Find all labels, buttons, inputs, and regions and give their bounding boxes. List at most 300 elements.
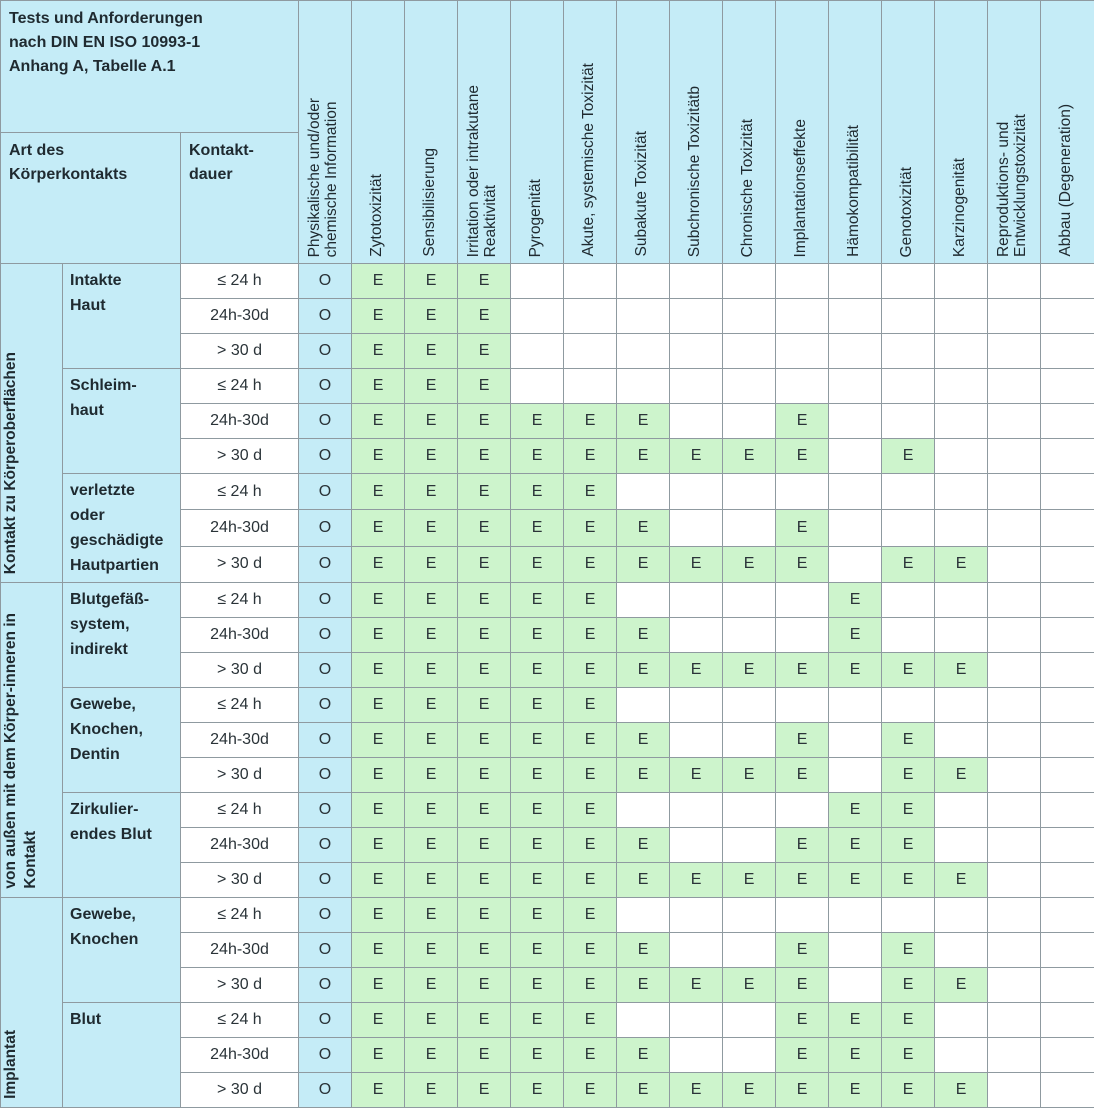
column-header-label [686,78,707,263]
matrix-cell-evaluate: E [458,863,511,898]
matrix-cell-evaluate: E [935,1073,988,1108]
matrix-cell-evaluate: E [405,510,458,546]
matrix-cell-evaluate: E [458,369,511,404]
matrix-cell-evaluate: E [352,334,405,369]
matrix-cell-evaluate: E [511,758,564,793]
matrix-cell-empty [723,510,776,546]
matrix-cell-empty [988,828,1041,863]
matrix-cell-empty [1041,688,1094,723]
matrix-cell-empty [829,898,882,933]
matrix-cell-empty [935,510,988,546]
matrix-cell-evaluate: E [405,264,458,299]
matrix-cell-evaluate: E [405,933,458,968]
matrix-cell-empty [1041,404,1094,439]
matrix-cell-evaluate: E [352,793,405,828]
matrix-cell-evaluate: E [617,828,670,863]
matrix-cell-evaluate: E [458,510,511,546]
matrix-cell-empty [988,546,1041,582]
matrix-cell-evaluate: E [564,688,617,723]
matrix-cell-empty [670,1038,723,1073]
column-header [511,1,564,264]
table-row [1,1003,1094,1038]
matrix-cell-empty [723,618,776,653]
matrix-cell-empty [1041,1003,1094,1038]
matrix-cell-evaluate: E [405,583,458,618]
matrix-cell-evaluate: E [564,863,617,898]
matrix-cell-evaluate: E [458,618,511,653]
contact-subgroup-line: geschädigte [70,528,173,553]
table-row [1,369,1094,404]
matrix-cell-evaluate: E [511,510,564,546]
matrix-cell-evaluate: E [564,933,617,968]
matrix-cell-evaluate: E [935,653,988,688]
matrix-cell-empty [988,933,1041,968]
matrix-cell-empty [670,474,723,510]
matrix-cell-evaluate: E [617,933,670,968]
matrix-cell-empty [935,474,988,510]
contact-duration-cell: 24h-30d [181,510,299,546]
matrix-cell-empty [1041,1038,1094,1073]
contact-duration-cell: 24h-30d [181,1038,299,1073]
column-header [458,1,511,264]
matrix-cell-empty [882,474,935,510]
column-header-label [1057,96,1078,263]
matrix-cell-evaluate: E [352,299,405,334]
matrix-cell-optional: O [299,898,352,933]
matrix-cell-empty [723,723,776,758]
matrix-cell-empty [670,334,723,369]
matrix-cell-evaluate: E [776,404,829,439]
column-header-line: Karzinogenität [951,158,968,257]
matrix-cell-evaluate: E [405,688,458,723]
matrix-cell-empty [723,1003,776,1038]
matrix-cell-evaluate: E [617,653,670,688]
matrix-cell-optional: O [299,264,352,299]
matrix-cell-empty [935,933,988,968]
matrix-cell-evaluate: E [511,688,564,723]
matrix-cell-evaluate: E [405,546,458,582]
matrix-cell-evaluate: E [882,723,935,758]
matrix-cell-empty [935,1003,988,1038]
matrix-cell-empty [776,688,829,723]
contact-duration-cell: > 30 d [181,863,299,898]
matrix-cell-evaluate: E [405,968,458,1003]
matrix-cell-evaluate: E [617,968,670,1003]
column-header-line: Genotoxizität [898,167,915,257]
matrix-cell-empty [935,439,988,474]
matrix-cell-empty [882,299,935,334]
matrix-cell-evaluate: E [935,968,988,1003]
matrix-cell-evaluate: E [882,1073,935,1108]
column-header [776,1,829,264]
matrix-cell-optional: O [299,404,352,439]
matrix-cell-empty [988,439,1041,474]
matrix-cell-evaluate: E [352,653,405,688]
matrix-cell-evaluate: E [511,1038,564,1073]
matrix-cell-evaluate: E [723,1073,776,1108]
column-header [564,1,617,264]
contact-duration-cell: ≤ 24 h [181,369,299,404]
matrix-cell-empty [1041,583,1094,618]
contact-group-label [1,583,63,898]
matrix-cell-evaluate: E [458,404,511,439]
matrix-cell-evaluate: E [670,863,723,898]
matrix-cell-evaluate: E [458,474,511,510]
matrix-cell-empty [1041,758,1094,793]
matrix-cell-empty [564,334,617,369]
matrix-cell-empty [935,299,988,334]
matrix-cell-evaluate: E [564,1003,617,1038]
column-header-label [951,150,972,263]
contact-subgroup-label [63,264,181,369]
matrix-cell-evaluate: E [564,653,617,688]
matrix-cell-empty [670,793,723,828]
matrix-cell-evaluate: E [405,723,458,758]
matrix-cell-evaluate: E [776,546,829,582]
matrix-cell-empty [935,688,988,723]
column-header-label [306,90,344,263]
matrix-cell-evaluate: E [458,898,511,933]
column-header [882,1,935,264]
contact-group-label [1,264,63,583]
matrix-cell-evaluate: E [723,439,776,474]
matrix-cell-evaluate: E [617,546,670,582]
matrix-cell-evaluate: E [352,510,405,546]
matrix-cell-optional: O [299,863,352,898]
column-header-line: Abbau (Degeneration) [1057,104,1074,257]
contact-subgroup-label [63,688,181,793]
matrix-cell-evaluate: E [352,1003,405,1038]
column-header [299,1,352,264]
matrix-cell-evaluate: E [882,1003,935,1038]
matrix-cell-empty [1041,828,1094,863]
column-header-label [421,140,442,263]
matrix-cell-evaluate: E [564,474,617,510]
matrix-cell-empty [511,264,564,299]
contact-subgroup-line: Zirkulier- [70,797,173,822]
matrix-cell-empty [1041,1073,1094,1108]
matrix-cell-optional: O [299,439,352,474]
matrix-cell-evaluate: E [617,618,670,653]
matrix-cell-empty [988,510,1041,546]
contact-subgroup-label [63,793,181,898]
matrix-cell-optional: O [299,828,352,863]
matrix-cell-evaluate: E [564,546,617,582]
contact-group-text [1,346,27,582]
column-header-label [739,111,760,263]
matrix-cell-evaluate: E [723,758,776,793]
matrix-cell-empty [988,1073,1041,1108]
matrix-cell-evaluate: E [882,828,935,863]
matrix-cell-evaluate: E [670,439,723,474]
matrix-cell-empty [776,898,829,933]
matrix-cell-evaluate: E [617,758,670,793]
contact-group-label [1,898,63,1108]
matrix-cell-empty [776,264,829,299]
matrix-cell-evaluate: E [352,546,405,582]
matrix-cell-evaluate: E [776,1003,829,1038]
column-header-label [580,55,601,263]
matrix-cell-evaluate: E [723,863,776,898]
table-row [1,688,1094,723]
matrix-cell-empty [935,828,988,863]
matrix-cell-empty [670,723,723,758]
contact-duration-cell: ≤ 24 h [181,474,299,510]
matrix-cell-evaluate: E [352,369,405,404]
matrix-cell-empty [988,863,1041,898]
matrix-cell-evaluate: E [829,618,882,653]
contact-duration-header [181,133,299,264]
matrix-cell-empty [1041,653,1094,688]
contact-group-line: Kontakt [21,613,41,889]
matrix-cell-evaluate: E [617,723,670,758]
matrix-cell-optional: O [299,334,352,369]
matrix-cell-empty [670,583,723,618]
matrix-cell-empty [988,583,1041,618]
matrix-cell-empty [988,723,1041,758]
column-header-line: chemische Information [323,98,340,257]
matrix-cell-evaluate: E [882,933,935,968]
matrix-cell-evaluate: E [617,1073,670,1108]
matrix-cell-empty [1041,968,1094,1003]
matrix-cell-empty [1041,369,1094,404]
contact-duration-cell: 24h-30d [181,723,299,758]
matrix-cell-empty [776,299,829,334]
matrix-cell-optional: O [299,793,352,828]
matrix-cell-evaluate: E [352,404,405,439]
matrix-cell-empty [988,299,1041,334]
matrix-cell-evaluate: E [617,1038,670,1073]
matrix-cell-evaluate: E [882,758,935,793]
contact-subgroup-line: Blut [70,1007,173,1032]
matrix-cell-empty [670,369,723,404]
matrix-cell-evaluate: E [458,334,511,369]
matrix-cell-evaluate: E [511,653,564,688]
matrix-cell-evaluate: E [511,474,564,510]
contact-group-line: Implantat [1,1030,21,1099]
column-header [405,1,458,264]
matrix-cell-empty [829,968,882,1003]
matrix-cell-evaluate: E [458,1003,511,1038]
matrix-cell-empty [1041,898,1094,933]
matrix-cell-evaluate: E [352,688,405,723]
matrix-cell-empty [511,334,564,369]
matrix-cell-empty [829,369,882,404]
matrix-cell-evaluate: E [617,863,670,898]
matrix-cell-evaluate: E [352,723,405,758]
table-row [1,898,1094,933]
matrix-cell-optional: O [299,723,352,758]
matrix-cell-evaluate: E [776,758,829,793]
column-header-line: Subchronische Toxizitätb [686,86,703,257]
matrix-cell-evaluate: E [352,1038,405,1073]
matrix-cell-empty [1041,439,1094,474]
matrix-cell-evaluate: E [829,653,882,688]
matrix-cell-empty [935,583,988,618]
matrix-cell-evaluate: E [352,264,405,299]
matrix-cell-empty [882,264,935,299]
matrix-cell-evaluate: E [352,828,405,863]
matrix-cell-empty [882,510,935,546]
matrix-cell-empty [988,264,1041,299]
column-header-line: Subakute Toxizität [633,131,650,257]
contact-subgroup-line: Gewebe, [70,902,173,927]
matrix-cell-empty [511,369,564,404]
matrix-cell-evaluate: E [776,1073,829,1108]
matrix-cell-evaluate: E [564,618,617,653]
column-header-label [633,123,654,263]
matrix-cell-evaluate: E [829,828,882,863]
matrix-cell-evaluate: E [458,264,511,299]
matrix-cell-empty [1041,334,1094,369]
contact-subgroup-label [63,1003,181,1108]
contact-subgroup-line: indirekt [70,637,173,662]
matrix-cell-evaluate: E [352,863,405,898]
matrix-cell-empty [776,583,829,618]
matrix-cell-empty [723,688,776,723]
contact-subgroup-line: Haut [70,293,173,318]
matrix-cell-empty [776,334,829,369]
matrix-cell-empty [935,334,988,369]
matrix-cell-evaluate: E [564,758,617,793]
matrix-cell-optional: O [299,369,352,404]
column-header [935,1,988,264]
matrix-cell-empty [829,299,882,334]
matrix-cell-evaluate: E [829,1073,882,1108]
matrix-cell-evaluate: E [405,1073,458,1108]
matrix-cell-optional: O [299,299,352,334]
contact-subgroup-line: endes Blut [70,822,173,847]
matrix-cell-empty [1041,474,1094,510]
matrix-cell-empty [511,299,564,334]
matrix-cell-evaluate: E [564,510,617,546]
contact-duration-cell: > 30 d [181,546,299,582]
column-header-line: Akute, systemische Toxizität [580,63,597,257]
column-header-line: Entwicklungstoxizität [1012,114,1029,257]
matrix-cell-empty [617,334,670,369]
contact-group-line: von außen mit dem Körper-inneren in [1,613,21,889]
matrix-cell-empty [988,369,1041,404]
matrix-cell-empty [829,334,882,369]
matrix-cell-evaluate: E [882,653,935,688]
matrix-cell-empty [564,369,617,404]
matrix-cell-empty [988,1003,1041,1038]
matrix-cell-evaluate: E [670,968,723,1003]
matrix-cell-evaluate: E [458,439,511,474]
matrix-cell-empty [829,688,882,723]
column-header [988,1,1041,264]
contact-subgroup-line: oder [70,503,173,528]
matrix-cell-empty [670,264,723,299]
contact-group-text [1,607,47,897]
matrix-cell-empty [988,758,1041,793]
matrix-cell-empty [670,510,723,546]
matrix-cell-empty [776,618,829,653]
matrix-cell-empty [1041,264,1094,299]
matrix-cell-evaluate: E [405,793,458,828]
matrix-cell-empty [1041,933,1094,968]
contact-duration-cell: > 30 d [181,334,299,369]
matrix-cell-empty [829,404,882,439]
matrix-cell-evaluate: E [511,933,564,968]
column-header-label [995,106,1033,263]
matrix-cell-empty [617,369,670,404]
matrix-cell-evaluate: E [511,546,564,582]
matrix-cell-evaluate: E [882,793,935,828]
contact-duration-cell: 24h-30d [181,828,299,863]
contact-subgroup-line: verletzte [70,478,173,503]
matrix-cell-optional: O [299,546,352,582]
matrix-cell-evaluate: E [776,863,829,898]
matrix-cell-evaluate: E [405,1003,458,1038]
column-header [1041,1,1094,264]
matrix-cell-evaluate: E [511,968,564,1003]
matrix-cell-evaluate: E [511,828,564,863]
matrix-cell-evaluate: E [352,758,405,793]
matrix-cell-empty [670,933,723,968]
matrix-cell-empty [988,968,1041,1003]
column-header-line: Hämokompatibilität [845,125,862,257]
contact-duration-cell: 24h-30d [181,933,299,968]
matrix-cell-empty [776,474,829,510]
matrix-cell-evaluate: E [564,1038,617,1073]
contact-subgroup-line: Intakte [70,268,173,293]
contact-subgroup-line: Gewebe, [70,692,173,717]
contact-subgroup-line: haut [70,398,173,423]
matrix-cell-evaluate: E [458,968,511,1003]
column-header [617,1,670,264]
matrix-cell-evaluate: E [776,510,829,546]
matrix-cell-evaluate: E [670,653,723,688]
matrix-cell-empty [670,828,723,863]
matrix-cell-empty [882,369,935,404]
matrix-cell-empty [670,618,723,653]
matrix-cell-empty [988,404,1041,439]
matrix-cell-evaluate: E [723,546,776,582]
matrix-cell-empty [988,688,1041,723]
column-header-line: Chronische Toxizität [739,119,756,257]
matrix-cell-empty [723,828,776,863]
column-header-label [845,117,866,263]
table-title [1,1,299,133]
matrix-cell-empty [1041,618,1094,653]
matrix-cell-evaluate: E [617,404,670,439]
matrix-cell-empty [723,933,776,968]
matrix-cell-empty [935,369,988,404]
matrix-cell-evaluate: E [617,510,670,546]
column-header-label [792,111,813,263]
matrix-cell-evaluate: E [723,968,776,1003]
matrix-cell-evaluate: E [564,723,617,758]
matrix-cell-evaluate: E [935,863,988,898]
matrix-cell-empty [882,618,935,653]
matrix-cell-evaluate: E [405,618,458,653]
matrix-cell-empty [935,264,988,299]
matrix-cell-optional: O [299,474,352,510]
matrix-cell-evaluate: E [405,404,458,439]
matrix-cell-evaluate: E [405,369,458,404]
matrix-cell-evaluate: E [511,1073,564,1108]
table-row [1,474,1094,510]
matrix-cell-empty [776,793,829,828]
matrix-cell-evaluate: E [405,439,458,474]
matrix-cell-evaluate: E [458,723,511,758]
matrix-cell-evaluate: E [829,1038,882,1073]
matrix-cell-evaluate: E [458,828,511,863]
contact-subgroup-label [63,474,181,583]
matrix-cell-evaluate: E [458,688,511,723]
matrix-cell-empty [723,793,776,828]
